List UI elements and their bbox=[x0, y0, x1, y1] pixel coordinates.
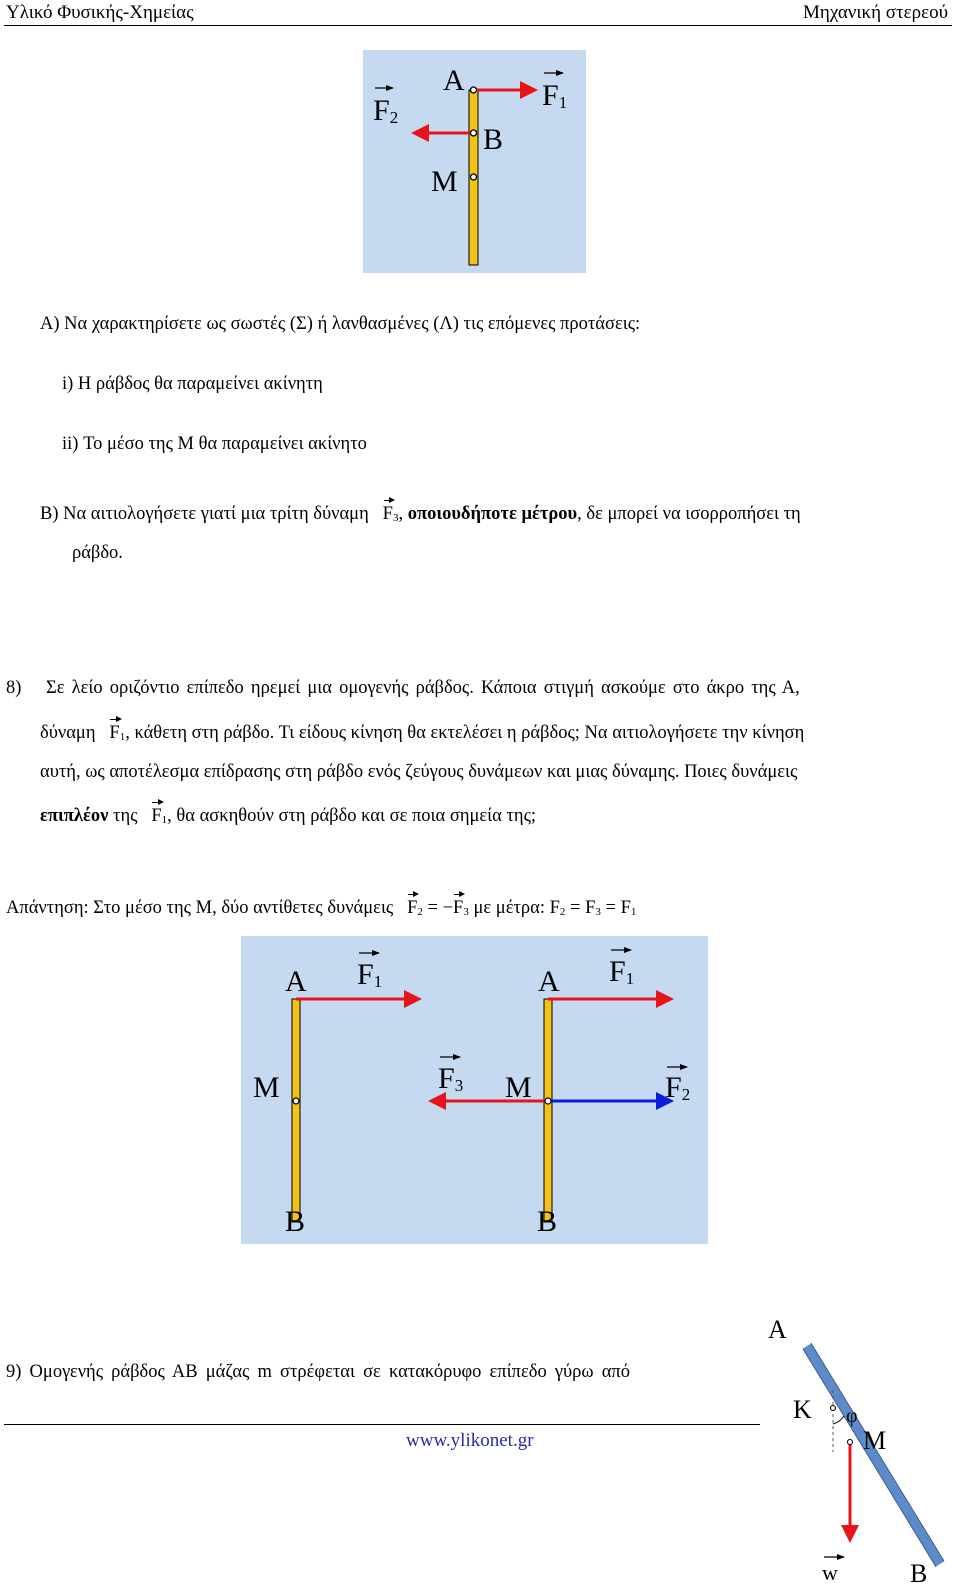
vector-f1-symbol-2: F bbox=[151, 806, 161, 827]
right-label-f1: F1 bbox=[609, 955, 635, 988]
equals-1: = bbox=[565, 898, 586, 918]
part-b-text-end: , δε μπορεί να ισορροπήσει τη bbox=[577, 504, 801, 524]
right-label-f2: F2 bbox=[665, 1071, 691, 1104]
q9-text: 9) Ομογενής ράβδος ΑΒ μάζας m στρέφεται σε κατακόρυφο επίπεδο γύρω από bbox=[6, 1362, 630, 1382]
answer-equals-minus: = − bbox=[422, 898, 454, 918]
vector-f1-symbol: F bbox=[109, 723, 119, 744]
magnitude-f2: F bbox=[549, 898, 560, 918]
q8-line-4-mid: της bbox=[108, 806, 138, 826]
part-b-bold-phrase: οποιουδήποτε μέτρου bbox=[407, 504, 578, 524]
vector-f1-subscript: 1 bbox=[119, 731, 126, 743]
part-b-question bbox=[40, 504, 801, 525]
label-b-3: B bbox=[910, 1559, 928, 1584]
footer-url[interactable]: www.ylikonet.gr bbox=[406, 1430, 534, 1451]
right-rod bbox=[544, 999, 552, 1222]
vector-f3-subscript: 3 bbox=[392, 512, 399, 524]
q8-line-2-start: δύναμη bbox=[40, 723, 96, 743]
part-a-intro: Α) Να χαρακτηρίσετε ως σωστές (Σ) ή λανθασμένες (Λ) τις επόμενες προτάσεις: bbox=[40, 314, 641, 334]
point-a-dot bbox=[471, 87, 477, 93]
part-b-comma: , bbox=[398, 504, 408, 524]
left-rod bbox=[292, 999, 300, 1222]
equals-2: = bbox=[600, 898, 621, 918]
vector-f2-symbol: F bbox=[407, 898, 417, 919]
label-w: w bbox=[822, 1560, 838, 1584]
header-divider bbox=[4, 25, 952, 26]
q8-line-2 bbox=[40, 723, 804, 744]
inclined-rod-edge-left bbox=[803, 1349, 936, 1567]
left-label-b: B bbox=[285, 1205, 306, 1238]
inclined-rod bbox=[807, 1346, 940, 1564]
vector-f3-symbol: F bbox=[383, 504, 393, 525]
label-k: K bbox=[793, 1395, 812, 1424]
q8-bold-word: επιπλέον bbox=[40, 806, 109, 826]
label-f2: F2 bbox=[373, 94, 399, 127]
vector-f2-subscript: 2 bbox=[417, 906, 423, 918]
magnitude-f2-subscript: 2 bbox=[559, 906, 566, 918]
figure-3-inclined-rod bbox=[760, 1312, 960, 1584]
right-label-b: B bbox=[537, 1205, 558, 1238]
left-point-m-dot bbox=[293, 1098, 299, 1104]
point-k-dot bbox=[831, 1406, 836, 1411]
label-phi: φ bbox=[846, 1405, 858, 1427]
label-a: A bbox=[443, 64, 465, 97]
angle-phi-arc bbox=[833, 1416, 844, 1424]
figure-2-panel bbox=[241, 936, 708, 1244]
header-left-title: Υλικό Φυσικής-Χημείας bbox=[6, 2, 194, 23]
right-point-m-dot bbox=[545, 1098, 551, 1104]
q8-line-2-end: , κάθετη στη ράβδο. Τι είδους κίνηση θα εκτελέσει η ράβδος; Να αιτιολογήσετε την κίνηση bbox=[125, 723, 805, 743]
part-a-statement-ii: ii) Το μέσο της Μ θα παραμείνει ακίνητο bbox=[62, 434, 367, 454]
footer-divider bbox=[4, 1424, 760, 1425]
right-label-a: A bbox=[538, 965, 560, 998]
magnitude-f3-subscript: 3 bbox=[595, 906, 601, 918]
figure-2-force-couple bbox=[241, 936, 708, 1244]
q8-line-1: Σε λείο οριζόντιο επίπεδο ηρεμεί μια ομογενής ράβδος. Κάποια στιγμή ασκούμε στο άκρο της Α, bbox=[46, 678, 800, 698]
magnitude-f1: F bbox=[620, 898, 631, 918]
point-m-dot-3 bbox=[848, 1440, 853, 1445]
vector-f3-symbol-2: F bbox=[453, 898, 463, 919]
magnitude-f1-subscript: 1 bbox=[630, 906, 637, 918]
label-a-3: A bbox=[768, 1315, 787, 1344]
q8-line-3: αυτή, ως αποτέλεσμα επίδρασης στη ράβδο ενός ζεύγους δυνάμεων και μιας δύναμης. Ποιες δυνάμεις bbox=[40, 762, 798, 782]
q8-number: 8) bbox=[6, 678, 22, 698]
answer-magnitudes-label: με μέτρα: bbox=[468, 898, 545, 918]
left-label-m: M bbox=[253, 1071, 280, 1104]
label-m: M bbox=[431, 165, 458, 198]
point-b-dot bbox=[471, 130, 477, 136]
q8-line-4 bbox=[40, 806, 536, 827]
answer-text-start: Απάντηση: Στο μέσο της Μ, δύο αντίθετες δυνάμεις bbox=[6, 898, 394, 918]
point-m-dot bbox=[471, 174, 477, 180]
right-label-f3: F3 bbox=[438, 1062, 464, 1095]
left-label-a: A bbox=[285, 965, 307, 998]
answer-line bbox=[6, 898, 636, 919]
part-b-text-start: Β) Να αιτιολογήσετε γιατί μια τρίτη δύναμη bbox=[40, 504, 369, 524]
right-label-m: M bbox=[505, 1071, 532, 1104]
header-right-title: Μηχανική στερεού bbox=[803, 2, 948, 23]
label-m-3: M bbox=[863, 1426, 887, 1455]
figure-1-rod-forces bbox=[363, 50, 586, 273]
part-b-line-2: ράβδο. bbox=[72, 543, 123, 563]
label-b: B bbox=[483, 123, 504, 156]
part-a-statement-i: i) Η ράβδος θα παραμείνει ακίνητη bbox=[62, 374, 323, 394]
magnitude-f3: F bbox=[585, 898, 596, 918]
vector-f1-subscript-2: 1 bbox=[161, 814, 168, 826]
vector-f3-subscript-2: 3 bbox=[463, 906, 469, 918]
q8-line-4-end: , θα ασκηθούν στη ράβδο και σε ποια σημεία της; bbox=[167, 806, 537, 826]
label-f1: F1 bbox=[542, 79, 568, 112]
left-label-f1: F1 bbox=[357, 958, 383, 991]
